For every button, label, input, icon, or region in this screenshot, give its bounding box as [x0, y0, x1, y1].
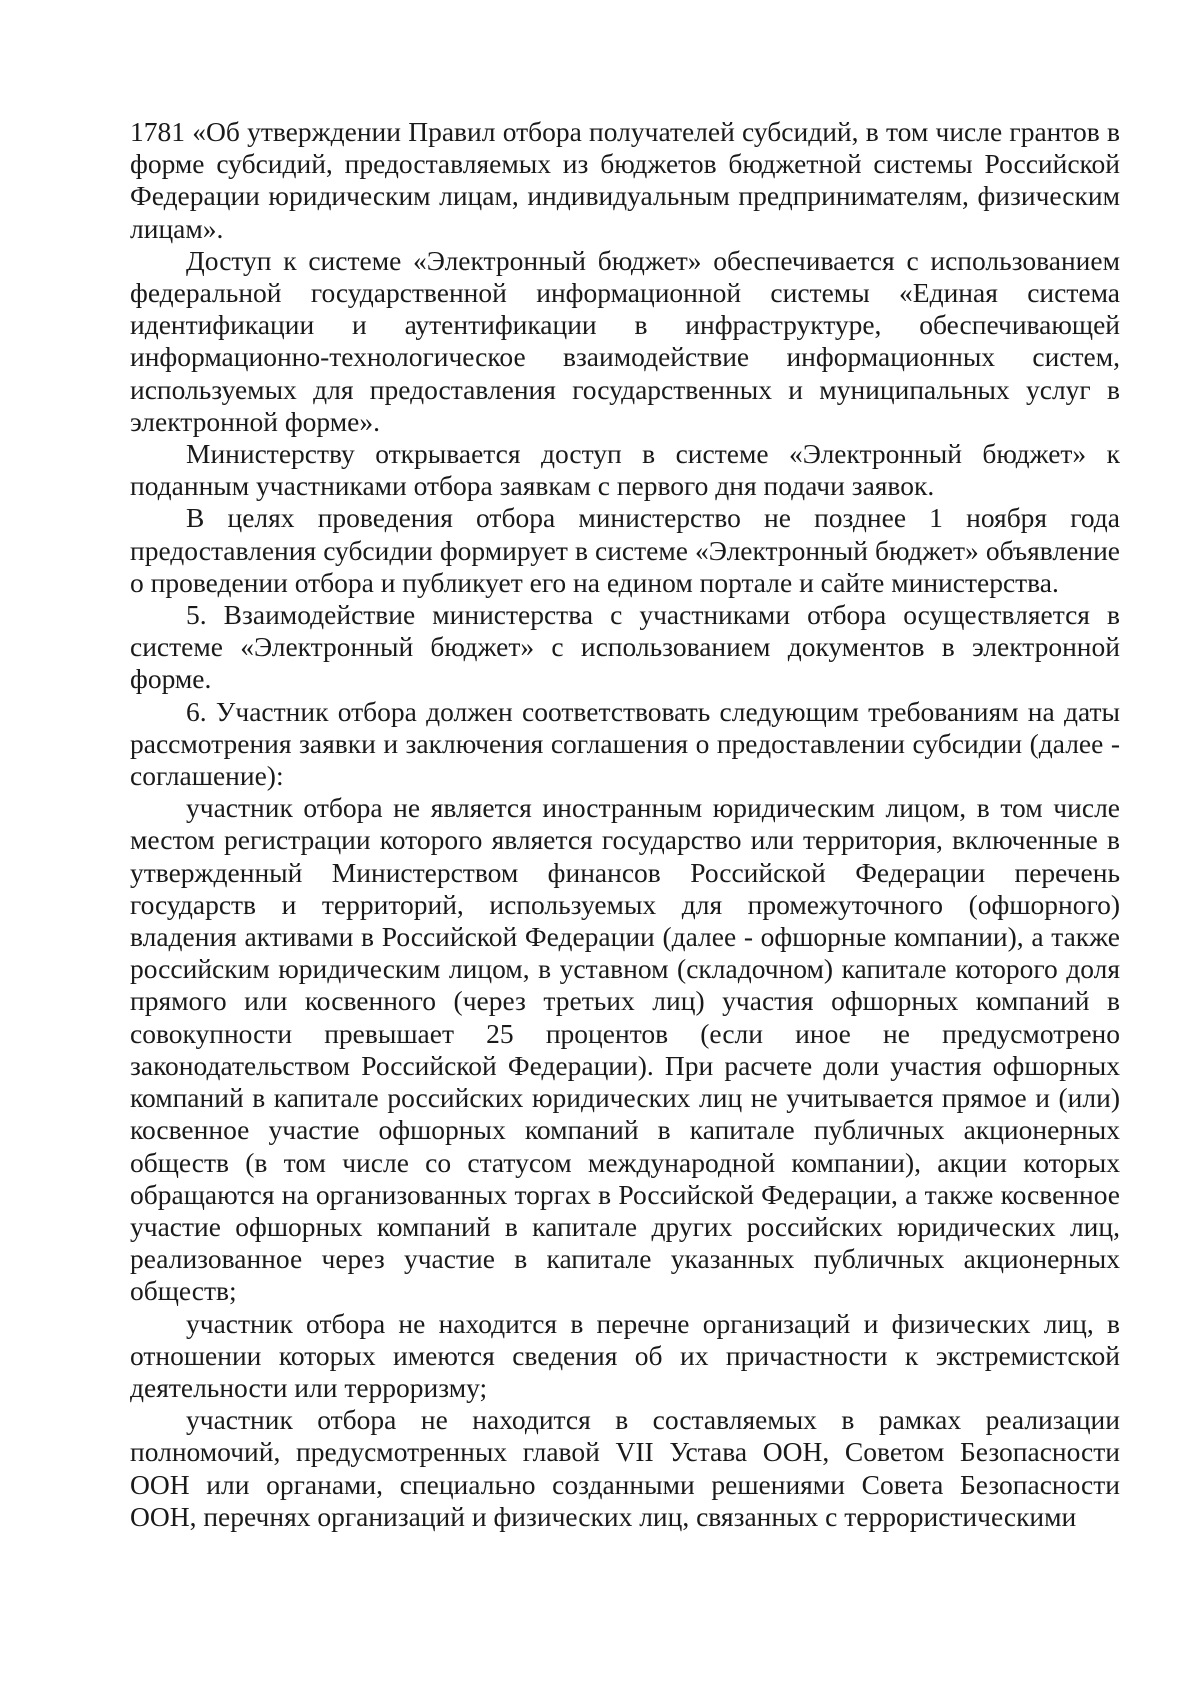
paragraph-selection-announcement: В целях проведения отбора министерство не позднее 1 ноября года предоставления субсидии формирует в системе «Электронный бюджет» объявление о проведении отбора и публикует его на едином портале и сайте министерства.	[130, 502, 1120, 598]
paragraph-ministry-access: Министерству открывается доступ в системе «Электронный бюджет» к поданным участниками отбора заявкам с первого дня подачи заявок.	[130, 438, 1120, 502]
paragraph-continuation: 1781 «Об утверждении Правил отбора получателей субсидий, в том числе грантов в форме субсидий, предоставляемых из бюджетов бюджетной системы Российской Федерации юридическим лицам, индивидуальным предпринимателям, физическим лицам».	[130, 116, 1120, 244]
paragraph-access-system: Доступ к системе «Электронный бюджет» обеспечивается с использованием федеральной государственной информационной системы «Единая система идентификации и аутентификации в инфраструктуре, обеспечивающей информационно-технологическое взаимодействие информационных систем, используемых для предоставления государственных и муниципальных услуг в электронной форме».	[130, 244, 1120, 437]
paragraph-item-5: 5. Взаимодействие министерства с участниками отбора осуществляется в системе «Электронный бюджет» с использованием документов в электронной форме.	[130, 599, 1120, 695]
paragraph-item-6: 6. Участник отбора должен соответствовать следующим требованиям на даты рассмотрения заявки и заключения соглашения о предоставлении субсидии (далее - соглашение):	[130, 695, 1120, 792]
paragraph-requirement-un-lists: участник отбора не находится в составляемых в рамках реализации полномочий, предусмотренных главой VII Устава ООН, Советом Безопасности ООН или органами, специально созданными решениями Совета Безопасности ООН, перечнях организаций и физических лиц, связанных с террористическими	[130, 1404, 1120, 1532]
paragraph-requirement-extremism: участник отбора не находится в перечне организаций и физических лиц, в отношении которых имеются сведения об их причастности к экстремистской деятельности или терроризму;	[130, 1307, 1120, 1403]
paragraph-requirement-offshore: участник отбора не является иностранным юридическим лицом, в том числе местом регистрации которого является государство или территория, включенные в утвержденный Министерством финансов Российской Федерации перечень государств и территорий, используемых для промежуточного (офшорного) владения активами в Российской Федерации (далее - офшорные компании), а также российским юридическим лицом, в уставном (складочном) капитале которого доля прямого или косвенного (через третьих лиц) участия офшорных компаний в совокупности превышает 25 процентов (если иное не предусмотрено законодательством Российской Федерации). При расчете доли участия офшорных компаний в капитале российских юридических лиц не учитывается прямое и (или) косвенное участие офшорных компаний в капитале публичных акционерных обществ (в том числе со статусом международной компании), акции которых обращаются на организованных торгах в Российской Федерации, а также косвенное участие офшорных компаний в капитале других российских юридических лиц, реализованное через участие в капитале указанных публичных акционерных обществ;	[130, 792, 1120, 1307]
document-body	[130, 116, 1120, 1533]
